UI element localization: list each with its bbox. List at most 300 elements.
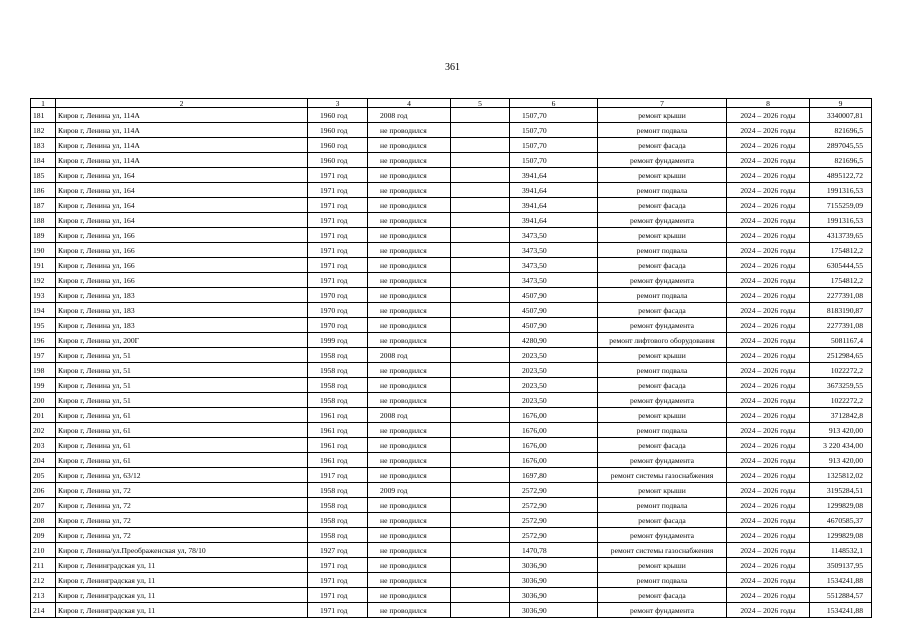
cell-cost: 1299829,08 (810, 498, 872, 513)
cell-cost: 913 420,00 (810, 453, 872, 468)
table-row (31, 408, 872, 423)
cell-cost: 2277391,08 (810, 288, 872, 303)
cell-row-number: 194 (31, 303, 56, 318)
table-row (31, 438, 872, 453)
table-row (31, 543, 872, 558)
cell-address: Киров г, Ленина ул, 164 (56, 168, 308, 183)
cell-address: Киров г, Ленина ул, 200Г (56, 333, 308, 348)
cell-address: Киров г, Ленина/ул.Преображенская ул, 78/10 (56, 543, 308, 558)
cell-work-type: ремонт фасада (598, 588, 727, 603)
cell-build-year: 1971 год (308, 603, 368, 618)
cell-work-type: ремонт фундамента (598, 393, 727, 408)
cell-build-year: 1958 год (308, 513, 368, 528)
cell-build-year: 1960 год (308, 138, 368, 153)
cell-build-year: 1971 год (308, 558, 368, 573)
cell-build-year: 1971 год (308, 588, 368, 603)
cell-last-repair-year: не проводился (368, 273, 451, 288)
cell-last-repair-year: не проводился (368, 423, 451, 438)
cell-period: 2024 – 2026 годы (727, 273, 810, 288)
cell-column-5 (451, 108, 510, 123)
cell-cost: 1534241,88 (810, 603, 872, 618)
cell-area: 4280,90 (510, 333, 598, 348)
cell-cost: 821696,5 (810, 153, 872, 168)
table-row (31, 153, 872, 168)
cell-row-number: 198 (31, 363, 56, 378)
cell-period: 2024 – 2026 годы (727, 318, 810, 333)
cell-address: Киров г, Ленина ул, 72 (56, 528, 308, 543)
cell-build-year: 1961 год (308, 423, 368, 438)
cell-work-type: ремонт подвала (598, 423, 727, 438)
cell-address: Киров г, Ленина ул, 51 (56, 378, 308, 393)
cell-work-type: ремонт фундамента (598, 603, 727, 618)
cell-build-year: 1970 год (308, 303, 368, 318)
cell-cost: 1148532,1 (810, 543, 872, 558)
cell-cost: 1325812,02 (810, 468, 872, 483)
cell-row-number: 210 (31, 543, 56, 558)
header-cell-row-number: 1 (31, 99, 56, 108)
cell-cost: 1299829,08 (810, 528, 872, 543)
cell-row-number: 205 (31, 468, 56, 483)
cell-cost: 3340007,81 (810, 108, 872, 123)
table-row (31, 303, 872, 318)
cell-column-5 (451, 303, 510, 318)
table-row (31, 273, 872, 288)
cell-address: Киров г, Ленина ул, 51 (56, 363, 308, 378)
cell-area: 1507,70 (510, 138, 598, 153)
cell-column-5 (451, 363, 510, 378)
cell-last-repair-year: не проводился (368, 198, 451, 213)
cell-address: Киров г, Ленина ул, 72 (56, 498, 308, 513)
cell-last-repair-year: не проводился (368, 453, 451, 468)
header-cell-period: 8 (727, 99, 810, 108)
cell-area: 3473,50 (510, 258, 598, 273)
cell-work-type: ремонт фасада (598, 303, 727, 318)
cell-cost: 2512984,65 (810, 348, 872, 363)
cell-address: Киров г, Ленина ул, 183 (56, 288, 308, 303)
cell-row-number: 184 (31, 153, 56, 168)
header-row (31, 99, 872, 108)
cell-period: 2024 – 2026 годы (727, 303, 810, 318)
cell-cost: 3509137,95 (810, 558, 872, 573)
cell-cost: 4313739,65 (810, 228, 872, 243)
table-row (31, 228, 872, 243)
table-row (31, 423, 872, 438)
cell-period: 2024 – 2026 годы (727, 423, 810, 438)
header-cell-column-5: 5 (451, 99, 510, 108)
cell-period: 2024 – 2026 годы (727, 378, 810, 393)
cell-work-type: ремонт фундамента (598, 528, 727, 543)
cell-last-repair-year: не проводился (368, 543, 451, 558)
cell-period: 2024 – 2026 годы (727, 408, 810, 423)
cell-row-number: 208 (31, 513, 56, 528)
cell-cost: 1991316,53 (810, 213, 872, 228)
cell-last-repair-year: не проводился (368, 528, 451, 543)
cell-column-5 (451, 318, 510, 333)
table-row (31, 123, 872, 138)
cell-cost: 6305444,55 (810, 258, 872, 273)
cell-build-year: 1970 год (308, 318, 368, 333)
cell-cost: 1534241,88 (810, 573, 872, 588)
cell-column-5 (451, 588, 510, 603)
cell-cost: 1022272,2 (810, 363, 872, 378)
cell-row-number: 187 (31, 198, 56, 213)
cell-cost: 3 220 434,00 (810, 438, 872, 453)
cell-work-type: ремонт подвала (598, 243, 727, 258)
cell-area: 3473,50 (510, 243, 598, 258)
cell-last-repair-year: не проводился (368, 288, 451, 303)
cell-column-5 (451, 243, 510, 258)
cell-period: 2024 – 2026 годы (727, 588, 810, 603)
cell-period: 2024 – 2026 годы (727, 153, 810, 168)
table-row (31, 318, 872, 333)
cell-address: Киров г, Ленинградская ул, 11 (56, 558, 308, 573)
cell-work-type: ремонт фундамента (598, 213, 727, 228)
cell-last-repair-year: не проводился (368, 303, 451, 318)
cell-build-year: 1971 год (308, 228, 368, 243)
cell-cost: 2897045,55 (810, 138, 872, 153)
cell-build-year: 1960 год (308, 153, 368, 168)
cell-column-5 (451, 138, 510, 153)
cell-work-type: ремонт крыши (598, 228, 727, 243)
cell-work-type: ремонт лифтового оборудования (598, 333, 727, 348)
cell-cost: 2277391,08 (810, 318, 872, 333)
cell-build-year: 1961 год (308, 438, 368, 453)
cell-period: 2024 – 2026 годы (727, 483, 810, 498)
cell-work-type: ремонт фасада (598, 438, 727, 453)
table-row (31, 378, 872, 393)
cell-build-year: 1971 год (308, 168, 368, 183)
cell-last-repair-year: не проводился (368, 153, 451, 168)
cell-column-5 (451, 423, 510, 438)
table-row (31, 168, 872, 183)
cell-period: 2024 – 2026 годы (727, 573, 810, 588)
cell-work-type: ремонт фасада (598, 138, 727, 153)
cell-area: 3036,90 (510, 588, 598, 603)
table-row (31, 108, 872, 123)
table-row (31, 348, 872, 363)
cell-period: 2024 – 2026 годы (727, 543, 810, 558)
table-row (31, 573, 872, 588)
cell-address: Киров г, Ленина ул, 183 (56, 318, 308, 333)
cell-build-year: 1971 год (308, 183, 368, 198)
cell-row-number: 207 (31, 498, 56, 513)
cell-column-5 (451, 168, 510, 183)
cell-column-5 (451, 333, 510, 348)
header-cell-cost: 9 (810, 99, 872, 108)
cell-area: 1676,00 (510, 453, 598, 468)
cell-last-repair-year: не проводился (368, 213, 451, 228)
cell-last-repair-year: не проводился (368, 393, 451, 408)
cell-build-year: 1958 год (308, 498, 368, 513)
cell-column-5 (451, 183, 510, 198)
cell-column-5 (451, 558, 510, 573)
cell-address: Киров г, Ленинградская ул, 11 (56, 603, 308, 618)
cell-work-type: ремонт фасада (598, 258, 727, 273)
cell-row-number: 199 (31, 378, 56, 393)
cell-column-5 (451, 153, 510, 168)
table-row (31, 363, 872, 378)
cell-row-number: 214 (31, 603, 56, 618)
cell-build-year: 1958 год (308, 378, 368, 393)
cell-area: 3036,90 (510, 603, 598, 618)
table-row (31, 333, 872, 348)
cell-area: 3941,64 (510, 213, 598, 228)
cell-area: 3941,64 (510, 168, 598, 183)
cell-column-5 (451, 348, 510, 363)
cell-cost: 5512884,57 (810, 588, 872, 603)
cell-row-number: 182 (31, 123, 56, 138)
cell-period: 2024 – 2026 годы (727, 108, 810, 123)
cell-area: 3941,64 (510, 198, 598, 213)
cell-address: Киров г, Ленина ул, 164 (56, 213, 308, 228)
cell-last-repair-year: 2009 год (368, 483, 451, 498)
cell-period: 2024 – 2026 годы (727, 348, 810, 363)
cell-last-repair-year: 2008 год (368, 408, 451, 423)
cell-address: Киров г, Ленина ул, 61 (56, 423, 308, 438)
cell-row-number: 200 (31, 393, 56, 408)
cell-period: 2024 – 2026 годы (727, 363, 810, 378)
cell-area: 3036,90 (510, 573, 598, 588)
cell-address: Киров г, Ленина ул, 114А (56, 123, 308, 138)
cell-address: Киров г, Ленина ул, 166 (56, 243, 308, 258)
cell-period: 2024 – 2026 годы (727, 498, 810, 513)
cell-area: 2023,50 (510, 363, 598, 378)
cell-period: 2024 – 2026 годы (727, 243, 810, 258)
cell-last-repair-year: не проводился (368, 318, 451, 333)
cell-cost: 4670585,37 (810, 513, 872, 528)
cell-last-repair-year: не проводился (368, 513, 451, 528)
cell-area: 1507,70 (510, 153, 598, 168)
cell-build-year: 1999 год (308, 333, 368, 348)
cell-row-number: 185 (31, 168, 56, 183)
cell-cost: 1991316,53 (810, 183, 872, 198)
cell-build-year: 1958 год (308, 393, 368, 408)
cell-last-repair-year: не проводился (368, 588, 451, 603)
cell-cost: 4895122,72 (810, 168, 872, 183)
cell-row-number: 201 (31, 408, 56, 423)
cell-address: Киров г, Ленина ул, 166 (56, 273, 308, 288)
cell-column-5 (451, 288, 510, 303)
cell-column-5 (451, 273, 510, 288)
table-row (31, 513, 872, 528)
cell-column-5 (451, 228, 510, 243)
cell-last-repair-year: не проводился (368, 438, 451, 453)
table-row (31, 198, 872, 213)
cell-column-5 (451, 453, 510, 468)
cell-last-repair-year: 2008 год (368, 348, 451, 363)
table-row (31, 393, 872, 408)
cell-build-year: 1961 год (308, 453, 368, 468)
cell-last-repair-year: 2008 год (368, 108, 451, 123)
cell-last-repair-year: не проводился (368, 183, 451, 198)
cell-column-5 (451, 213, 510, 228)
cell-build-year: 1971 год (308, 243, 368, 258)
cell-row-number: 188 (31, 213, 56, 228)
cell-column-5 (451, 498, 510, 513)
cell-address: Киров г, Ленина ул, 114А (56, 153, 308, 168)
cell-area: 2572,90 (510, 513, 598, 528)
cell-row-number: 204 (31, 453, 56, 468)
cell-work-type: ремонт крыши (598, 168, 727, 183)
cell-column-5 (451, 543, 510, 558)
cell-work-type: ремонт подвала (598, 363, 727, 378)
cell-work-type: ремонт фундамента (598, 153, 727, 168)
cell-last-repair-year: не проводился (368, 573, 451, 588)
cell-address: Киров г, Ленинградская ул, 11 (56, 588, 308, 603)
cell-last-repair-year: не проводился (368, 138, 451, 153)
cell-work-type: ремонт подвала (598, 183, 727, 198)
table-row (31, 483, 872, 498)
cell-work-type: ремонт крыши (598, 408, 727, 423)
cell-area: 1676,00 (510, 408, 598, 423)
cell-work-type: ремонт крыши (598, 348, 727, 363)
cell-row-number: 191 (31, 258, 56, 273)
cell-area: 3036,90 (510, 558, 598, 573)
cell-area: 2023,50 (510, 393, 598, 408)
cell-last-repair-year: не проводился (368, 333, 451, 348)
header-cell-address: 2 (56, 99, 308, 108)
cell-build-year: 1958 год (308, 528, 368, 543)
cell-column-5 (451, 513, 510, 528)
cell-address: Киров г, Ленина ул, 61 (56, 453, 308, 468)
cell-cost: 1754812,2 (810, 273, 872, 288)
table-row (31, 213, 872, 228)
cell-period: 2024 – 2026 годы (727, 558, 810, 573)
cell-period: 2024 – 2026 годы (727, 198, 810, 213)
cell-row-number: 206 (31, 483, 56, 498)
table-row (31, 183, 872, 198)
cell-row-number: 195 (31, 318, 56, 333)
cell-work-type: ремонт фасада (598, 198, 727, 213)
cell-period: 2024 – 2026 годы (727, 258, 810, 273)
cell-work-type: ремонт системы газоснабжения (598, 543, 727, 558)
cell-row-number: 193 (31, 288, 56, 303)
cell-row-number: 212 (31, 573, 56, 588)
cell-area: 4507,90 (510, 288, 598, 303)
cell-period: 2024 – 2026 годы (727, 393, 810, 408)
cell-row-number: 203 (31, 438, 56, 453)
cell-cost: 1022272,2 (810, 393, 872, 408)
table-row (31, 558, 872, 573)
cell-period: 2024 – 2026 годы (727, 438, 810, 453)
cell-last-repair-year: не проводился (368, 123, 451, 138)
cell-row-number: 190 (31, 243, 56, 258)
cell-work-type: ремонт фундамента (598, 453, 727, 468)
cell-row-number: 211 (31, 558, 56, 573)
cell-period: 2024 – 2026 годы (727, 123, 810, 138)
cell-area: 1676,00 (510, 438, 598, 453)
cell-build-year: 1971 год (308, 198, 368, 213)
cell-address: Киров г, Ленина ул, 114А (56, 138, 308, 153)
cell-build-year: 1971 год (308, 273, 368, 288)
cell-last-repair-year: не проводился (368, 558, 451, 573)
cell-period: 2024 – 2026 годы (727, 288, 810, 303)
cell-column-5 (451, 528, 510, 543)
cell-build-year: 1917 год (308, 468, 368, 483)
table-row (31, 288, 872, 303)
cell-build-year: 1958 год (308, 363, 368, 378)
cell-area: 1697,80 (510, 468, 598, 483)
cell-last-repair-year: не проводился (368, 258, 451, 273)
cell-address: Киров г, Ленина ул, 164 (56, 198, 308, 213)
cell-row-number: 189 (31, 228, 56, 243)
cell-column-5 (451, 438, 510, 453)
cell-row-number: 192 (31, 273, 56, 288)
cell-build-year: 1961 год (308, 408, 368, 423)
cell-column-5 (451, 573, 510, 588)
cell-period: 2024 – 2026 годы (727, 333, 810, 348)
cell-column-5 (451, 123, 510, 138)
cell-work-type: ремонт подвала (598, 573, 727, 588)
cell-work-type: ремонт крыши (598, 558, 727, 573)
cell-row-number: 202 (31, 423, 56, 438)
cell-build-year: 1960 год (308, 123, 368, 138)
cell-work-type: ремонт крыши (598, 483, 727, 498)
table-row (31, 588, 872, 603)
cell-period: 2024 – 2026 годы (727, 453, 810, 468)
cell-work-type: ремонт фасада (598, 378, 727, 393)
cell-cost: 821696,5 (810, 123, 872, 138)
cell-row-number: 196 (31, 333, 56, 348)
cell-cost: 913 420,00 (810, 423, 872, 438)
cell-work-type: ремонт фундамента (598, 273, 727, 288)
cell-area: 1507,70 (510, 108, 598, 123)
cell-row-number: 197 (31, 348, 56, 363)
cell-build-year: 1970 год (308, 288, 368, 303)
cell-area: 3941,64 (510, 183, 598, 198)
cell-row-number: 186 (31, 183, 56, 198)
cell-cost: 1754812,2 (810, 243, 872, 258)
cell-last-repair-year: не проводился (368, 468, 451, 483)
cell-area: 2572,90 (510, 528, 598, 543)
cell-period: 2024 – 2026 годы (727, 528, 810, 543)
cell-cost: 7155259,09 (810, 198, 872, 213)
cell-cost: 3195284,51 (810, 483, 872, 498)
cell-work-type: ремонт подвала (598, 123, 727, 138)
cell-last-repair-year: не проводился (368, 378, 451, 393)
cell-build-year: 1960 год (308, 108, 368, 123)
cell-area: 2572,90 (510, 483, 598, 498)
cell-area: 1507,70 (510, 123, 598, 138)
cell-work-type: ремонт подвала (598, 288, 727, 303)
cell-last-repair-year: не проводился (368, 363, 451, 378)
cell-cost: 5081167,4 (810, 333, 872, 348)
cell-row-number: 213 (31, 588, 56, 603)
cell-address: Киров г, Ленина ул, 63/12 (56, 468, 308, 483)
cell-work-type: ремонт подвала (598, 498, 727, 513)
cell-work-type: ремонт фасада (598, 513, 727, 528)
cell-period: 2024 – 2026 годы (727, 183, 810, 198)
cell-address: Киров г, Ленина ул, 51 (56, 348, 308, 363)
cell-period: 2024 – 2026 годы (727, 513, 810, 528)
cell-build-year: 1927 год (308, 543, 368, 558)
cell-cost: 3712842,8 (810, 408, 872, 423)
repair-registry-table (30, 98, 872, 618)
header-cell-area: 6 (510, 99, 598, 108)
table-row (31, 528, 872, 543)
cell-column-5 (451, 603, 510, 618)
cell-address: Киров г, Ленина ул, 166 (56, 258, 308, 273)
cell-address: Киров г, Ленина ул, 183 (56, 303, 308, 318)
cell-build-year: 1958 год (308, 348, 368, 363)
cell-area: 4507,90 (510, 318, 598, 333)
cell-address: Киров г, Ленина ул, 72 (56, 513, 308, 528)
cell-column-5 (451, 483, 510, 498)
header-cell-last-repair-year: 4 (368, 99, 451, 108)
table-row (31, 258, 872, 273)
cell-address: Киров г, Ленина ул, 51 (56, 393, 308, 408)
cell-area: 3473,50 (510, 273, 598, 288)
